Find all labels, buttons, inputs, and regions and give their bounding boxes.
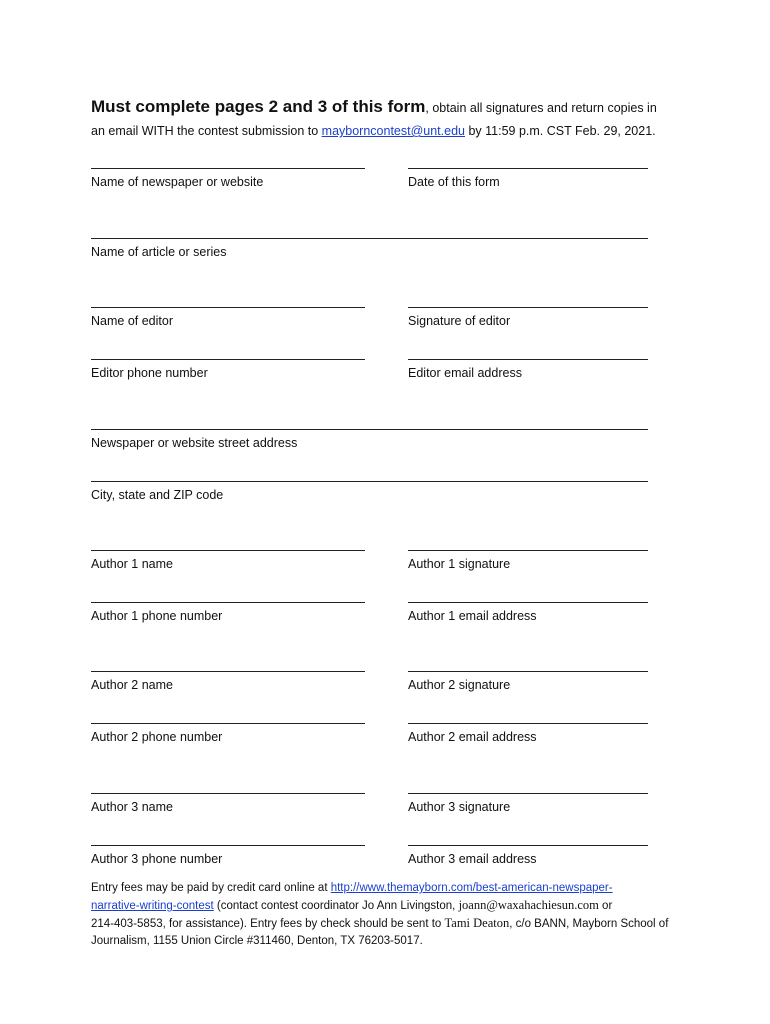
date-label: Date of this form xyxy=(408,175,500,189)
editor-name-field[interactable] xyxy=(91,307,365,328)
author2-email-field[interactable] xyxy=(408,723,648,744)
author3-signature-line[interactable] xyxy=(408,793,648,794)
author1-email-line[interactable] xyxy=(408,602,648,603)
author2-phone-field[interactable] xyxy=(91,723,365,744)
street-field[interactable] xyxy=(91,429,648,450)
fee-text-6: Journalism, 1155 Union Circle #311460, Denton, TX 76203-5017. xyxy=(91,935,423,947)
author1-name-line[interactable] xyxy=(91,550,365,551)
city-line[interactable] xyxy=(91,481,648,482)
author1-email-label: Author 1 email address xyxy=(408,609,537,623)
street-label: Newspaper or website street address xyxy=(91,436,298,450)
author3-signature-field[interactable] xyxy=(408,793,648,814)
author1-signature-line[interactable] xyxy=(408,550,648,551)
instructions-deadline: by 11:59 p.m. CST Feb. 29, 2021. xyxy=(465,124,656,138)
editor-signature-field[interactable] xyxy=(408,307,648,328)
author1-phone-field[interactable] xyxy=(91,602,365,623)
author3-phone-line[interactable] xyxy=(91,845,365,846)
date-line[interactable] xyxy=(408,168,648,169)
author3-name-label: Author 3 name xyxy=(91,800,173,814)
author1-email-field[interactable] xyxy=(408,602,648,623)
payee-name: Tami Deaton xyxy=(444,916,510,930)
street-line[interactable] xyxy=(91,429,648,430)
fee-text-5: , c/o BANN, Mayborn School of xyxy=(509,918,669,930)
author2-signature-label: Author 2 signature xyxy=(408,678,511,692)
editor-phone-line[interactable] xyxy=(91,359,365,360)
instructions-text-1: , obtain all signatures and return copies in xyxy=(425,101,657,115)
date-field[interactable] xyxy=(408,168,648,189)
newspaper-line[interactable] xyxy=(91,168,365,169)
author3-email-field[interactable] xyxy=(408,845,648,866)
editor-name-line[interactable] xyxy=(91,307,365,308)
editor-signature-label: Signature of editor xyxy=(408,314,511,328)
fee-text-4: 214-403-5853, for assistance). Entry fees by check should be sent to xyxy=(91,918,445,930)
author2-email-label: Author 2 email address xyxy=(408,730,537,744)
contest-url-link-part1[interactable]: http://www.themayborn.com/best-american-newspaper- xyxy=(330,882,613,894)
fee-text-1: Entry fees may be paid by credit card online at xyxy=(91,882,331,894)
editor-phone-field[interactable] xyxy=(91,359,365,380)
city-label: City, state and ZIP code xyxy=(91,488,224,502)
fee-text-3: or xyxy=(598,900,613,912)
editor-signature-line[interactable] xyxy=(408,307,648,308)
instructions-lead: Must complete pages 2 and 3 of this form xyxy=(91,97,426,116)
article-line[interactable] xyxy=(91,238,648,239)
author2-email-line[interactable] xyxy=(408,723,648,724)
author2-phone-line[interactable] xyxy=(91,723,365,724)
fee-instructions xyxy=(91,880,671,950)
editor-email-field[interactable] xyxy=(408,359,648,380)
author1-phone-line[interactable] xyxy=(91,602,365,603)
author3-phone-field[interactable] xyxy=(91,845,365,866)
author3-email-label: Author 3 email address xyxy=(408,852,537,866)
contest-url-link-part2[interactable]: narrative-writing-contest xyxy=(91,900,214,912)
author3-email-line[interactable] xyxy=(408,845,648,846)
author1-signature-label: Author 1 signature xyxy=(408,557,511,571)
newspaper-field[interactable] xyxy=(91,168,365,189)
contact-email: joann@waxahachiesun.com xyxy=(458,898,599,912)
author2-phone-label: Author 2 phone number xyxy=(91,730,223,744)
editor-name-label: Name of editor xyxy=(91,314,173,328)
editor-email-label: Editor email address xyxy=(408,366,522,380)
newspaper-label: Name of newspaper or website xyxy=(91,175,264,189)
contest-email-link[interactable]: mayborncontest@unt.edu xyxy=(321,124,465,138)
author1-phone-label: Author 1 phone number xyxy=(91,609,223,623)
fee-text-2: (contact contest coordinator Jo Ann Livingston, xyxy=(213,900,459,912)
author1-name-label: Author 1 name xyxy=(91,557,173,571)
city-field[interactable] xyxy=(91,481,648,502)
author2-name-label: Author 2 name xyxy=(91,678,173,692)
author1-signature-field[interactable] xyxy=(408,550,648,571)
author3-name-field[interactable] xyxy=(91,793,365,814)
author3-phone-label: Author 3 phone number xyxy=(91,852,223,866)
instructions-text-2: an email WITH the contest submission to xyxy=(91,124,322,138)
author2-name-line[interactable] xyxy=(91,671,365,672)
instructions xyxy=(91,95,691,143)
author1-name-field[interactable] xyxy=(91,550,365,571)
article-field[interactable] xyxy=(91,238,648,259)
article-label: Name of article or series xyxy=(91,245,227,259)
author2-signature-line[interactable] xyxy=(408,671,648,672)
author3-name-line[interactable] xyxy=(91,793,365,794)
editor-email-line[interactable] xyxy=(408,359,648,360)
editor-phone-label: Editor phone number xyxy=(91,366,208,380)
author2-signature-field[interactable] xyxy=(408,671,648,692)
author2-name-field[interactable] xyxy=(91,671,365,692)
author3-signature-label: Author 3 signature xyxy=(408,800,511,814)
